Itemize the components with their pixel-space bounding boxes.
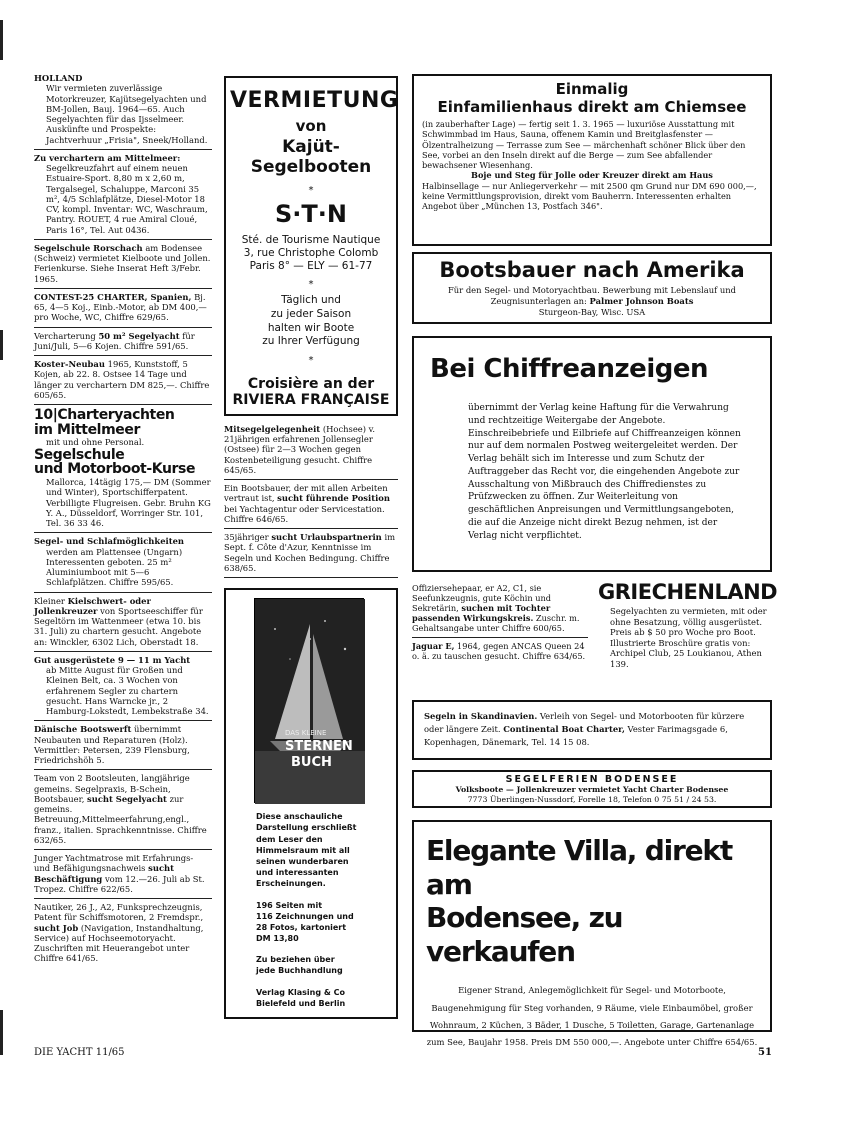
ad-urlaubspartnerin [224,529,398,578]
publisher-name: Verlag Klasing & Co [256,987,345,997]
ad-text: von Sportseeschiffer für Segeltörn im Wattenmeer (etwa 10. bis 31. Juli) zu chartern gesucht. Angebote an: Winckler, 6302 Lich, Oberstadt 18. [34,605,203,647]
book-cover-image [254,598,364,803]
ad-plattensee [34,533,212,592]
ad-text: 1964, gegen ANCAS Queen 24 o. ä. zu tauschen gesucht. Chiffre 634/65. [412,641,586,661]
ad-title: Vercharterung [34,330,96,341]
ad-text: Verleih von Segel- und Motorbooten für kürzere oder längere Zeit. [424,711,745,735]
company-logo-text: S·T·N [275,200,347,228]
ad-text: bei Yachtagentur oder Servicestation. Chiffre 646/65. [224,503,385,524]
ad-headline: Einfamilienhaus direkt am Chiemsee [437,98,747,116]
book-description: Himmelsraum mit all [256,845,350,855]
ad-chiemsee-box [412,74,772,246]
ad-text: zu jeder Saison [270,308,352,321]
ad-headline: Kajüt-Segelbooten [250,137,372,177]
ad-subline: mit und ohne Personal. [46,437,145,448]
ad-text: werden am Plattensee (Ungarn) Interessenten geboten. 25 m² Aluminiumboot mit 5—6 Schlafplätzen. Chiffre 595/65. [46,546,183,588]
book-description: und interessanten [256,868,339,878]
ad-bold: Segeln in Skandinavien. [424,711,538,721]
ad-text: (Navigation, Instandhaltung, Service) auf Hochseemotoryacht. Zuschriften mit Heuerangebot unter Chiffre 641/65. [34,922,204,964]
classifieds-column-left [34,70,212,968]
ad-headline: und Motorboot-Kurse [34,461,196,478]
ad-text: halten wir Boote [267,321,355,334]
book-details: 116 Zeichnungen und [256,911,354,921]
address-line: Sté. de Tourisme Nautique [241,234,381,246]
book-details: 196 Seiten mit [256,900,323,910]
ad-headline: RIVIERA FRANÇAISE [232,391,390,408]
ad-bold: sucht führende Position [277,493,390,504]
ad-text: im Sept. f. Côte d'Azur, Kenntnisse im Segeln und Kochen Bedingung. Chiffre 638/65. [224,532,396,573]
ad-offizier [412,580,588,665]
ad-charteryachten: 10|Charteryachten im Mittelmeer mit und ohne Personal. Segelschule und Motorboot-Kurse Mallorca, 14tägig 175,— DM (Sommer und Winter), Sportschifferpatent. Verbilligte Flugreisen. Gebr. Bruhn KG Y. A., Düsseldorf, Worringer Str. 101, Tel. 36 33 46. [34,405,212,533]
ad-bold: sucht Urlaubspartnerin [271,532,382,543]
ad-text: Bj. 65, 4—5 Koj., Einb.-Motor, ab DM 400,— pro Woche, WC, Chiffre 629/65. [34,291,207,323]
scan-edge-mark [0,1010,3,1055]
ad-bold: sucht Beschäftigung [34,863,175,884]
book-cover-text: STERNEN [285,739,353,755]
ad-headline: von [295,117,327,135]
ad-text: übernimmt der Verlag keine Haftung für die Verwahrung und rechtzeitige Weitergabe der Angebote. Einschreibebriefe und Eilbriefe auf Chiffreanzeigen können nur auf dem normalen Postweg weitergeleitet werden. Der Verlag behält sich im Interesse und zum Schutz der Auftraggeber das Recht vor, die eingehenden Angebote zur Ausschaltung von Mißbrauch des Chiffredienstes zu Prüfzwecken zu öffnen. Zur Weiterleitung von geschäftlichen Anpreisungen und Vermittlungsangeboten, die auf die Anzeige nicht direkt Bezug nehmen, ist der Verlag nicht verpflichtet. [468,403,741,541]
ad-text: zu Ihrer Verfügung [262,335,360,348]
scan-edge-mark [0,330,3,360]
ad-bootsbauer-sucht [224,480,398,529]
ad-bold: sucht Segelyacht [87,793,167,804]
ad-koster [34,356,212,405]
separator-star: * [308,279,314,291]
separator-star: * [308,185,314,196]
sailboat-illustration [255,599,365,804]
ad-bold: Boje und Steg für Jolle oder Kreuzer direkt am Haus [471,170,713,181]
ad-title: Jaguar E, [412,641,455,651]
ad-headline: Charteryachten [57,407,175,423]
ad-title-prefix: Kleiner [34,595,65,606]
ad-team [34,770,212,850]
ad-sternenbuch-box [224,588,398,1019]
classifieds-column-middle [224,76,398,1019]
page-number: 51 [758,1047,772,1058]
ad-text: Volksboote — Jollenkreuzer vermietet Yacht Charter Bodensee [455,785,729,794]
ad-griechenland [598,580,778,669]
ad-title: Segelschule Rorschach [34,242,143,253]
ad-text: am Bodensee (Schweiz) vermietet Kielboote und Jollen. Ferienkurse. Siehe Inserat Heft 3/Febr. 1965. [34,242,211,284]
ad-text: übernimmt Neubauten und Reparaturen (Holz). Vermittler: Petersen, 239 Flensburg, Friedrichshöh 5. [34,724,190,765]
ad-text: 35jähriger [224,532,269,543]
ad-headline: Bootsbauer nach Amerika [439,258,745,282]
ad-text: für Juni/Juli, 5—6 Kojen. Chiffre 591/65. [34,330,195,351]
publisher-location: Bielefeld und Berlin [256,998,346,1008]
ad-holland [34,70,212,150]
book-description: Diese anschauliche [256,812,343,822]
ad-text: Offiziersehepaar, er A2, C1, sie Seefunkzeugnis, gute Köchin und Sekretärin, [412,583,552,613]
book-availability: Zu beziehen über [256,955,335,965]
ad-text: Team von 2 Bootsleuten, langjährige gemeins. Segelpraxis, B-Schein, Bootsbauer, [34,773,190,804]
separator-star: * [308,354,314,366]
ad-kielschwert [34,593,212,652]
classifieds-column-right [412,74,778,1048]
ad-text: Sturgeon-Bay, Wisc. USA [538,306,646,317]
ad-bodensee-segelferien-box [412,770,772,808]
ad-headline: Bei Chiffreanzeigen [430,354,708,384]
ad-junger [34,850,212,899]
ad-text: Segelkreuzfahrt auf einem neuen Estuaire-Sport. 8,80 m x 2,60 m, Tergalsegel, Schaluppe, Marconi 35 m², 4/5 Schlafplätze, Diesel-Motor 18 CV, kompl. Inventar: WC, Waschraum, Pantry. ROUET, 4 rue Amiral Cloué, Paris 16°, Tel. Aut 0436. [46,163,208,235]
ad-daenische [34,721,212,770]
ad-skandinavien-box [412,700,772,760]
book-description: seinen wunderbaren [256,856,349,866]
ad-amerika-box [412,252,772,324]
ad-rorschach [34,240,212,289]
ad-row-offizier-griechenland [412,580,778,696]
ad-nautiker [34,899,212,968]
ad-mitsegel [224,421,398,480]
ad-title: Koster-Neubau [34,359,105,369]
ad-bold: Continental Boat Charter, [503,724,625,735]
ad-text: Zuschr. m. Gehaltsangabe unter Chiffre 600/65. [412,613,580,633]
ad-mittelmeer [34,150,212,240]
ad-title: Segel- und Schlafmöglichkeiten [34,536,184,547]
ad-chiffre-notice-box [412,336,772,572]
ad-text: Junger Yachtmatrose mit Erfahrungs- und Befähigungsnachweis [34,853,194,874]
book-description: dem Leser den [256,834,323,844]
magazine-issue-footer: DIE YACHT 11/65 [34,1047,125,1058]
ad-villa-bodensee-box [412,820,772,1048]
ad-title: Dänische Bootswerft [34,724,132,735]
ad-headline: GRIECHENLAND [598,580,778,604]
ad-headline: SEGELFERIEN BODENSEE [505,774,679,785]
ad-text: zur gemeins. Betreuung,Mittelmeerfahrung,engl., franz., italien. Sprachkenntnisse. Chiffre 632/65. [34,793,207,845]
book-description: Darstellung erschließt [256,823,357,833]
ad-text: (in zauberhafter Lage) — fertig seit 1. 3. 1965 — luxuriöse Ausstattung mit Schwimmbad im Haus, Sauna, offenem Kamin und Breitglasfenster — Ölzentralheizung — Terrasse zum See — märchenhaft schöner Blick über den See, vorbei an den Inseln direkt auf die Berge — zum See abfallender bewachsener Wiesenhang. [422,119,746,170]
ad-headline: im Mittelmeer [34,421,140,438]
ad-title: HOLLAND [34,73,83,83]
ad-bold: 50 m² Segelyacht [98,330,180,341]
ad-title: Gut ausgerüstete 9 — 11 m Yacht [34,654,191,665]
ad-title: Mitsegelgelegenheit [224,423,321,434]
ad-title: Zu verchartern am Mittelmeer: [34,152,181,163]
ad-text: Wir vermieten zuverlässige Motorkreuzer, Kajütsegelyachten und BM-Jollen, Bauj. 1964—65. Auch Segelyachten für das Ijsselmeer. Auskünfte und Prospekte: Jachtverhuur „Frisia", Sneek/Holland. [46,83,208,145]
ad-text: Mallorca, 14tägig 175,— DM (Sommer und Winter), Sportschifferpatent. Verbilligte Flugreisen. Gebr. Bruhn KG Y. A., Düsseldorf, Worringer Str. 101, Tel. 36 33 46. [46,477,211,528]
ad-contest [34,289,212,328]
ad-headline: Croisière an der [247,375,375,392]
ad-text: Für den Segel- und Motoryachtbau. Bewerbung mit Lebenslauf und Zeugnisunterlagen an: [447,285,737,306]
ad-bold: Palmer Johnson Boats [589,295,694,306]
book-description: Erscheinungen. [256,879,326,889]
ad-text: Eigener Strand, Anlegemöglichkeit für Segel- und Motorboote, Baugenehmigung für Steg vorhanden, 9 Räume, viele Einbaumöbel, großer Wohnraum, 2 Küchen, 3 Bäder, 1 Dusche, 5 Toiletten, Garage, Gartenanlage zum See, Baujahr 1958. Preis DM 550 000,—. Angebote unter Chiffre 654/65. [426,985,758,1048]
ad-text: Vester Farimagsgade 6, Kopenhagen, Dänemark, Tel. 14 15 08. [424,724,728,748]
ad-segelyacht [34,328,212,357]
book-cover-text: DAS KLEINE [285,729,327,738]
address-line: 3, rue Christophe Colomb [243,247,379,260]
ad-text: Halbinsellage — nur Anliegerverkehr — mit 2500 qm Grund nur DM 690 000,—, keine Vermittlungsprovision, direkt vom Bauherrn. Interessenten erhalten Angebot über „München 13, Postfach 346". [422,180,757,211]
ad-gut [34,652,212,722]
ad-title: Kielschwert- oder Jollenkreuzer [34,595,151,616]
ad-text: Nautiker, 26 J., A2, Funksprechzeugnis, Patent für Schiffsmotoren, 2 Fremdspr., [34,902,204,923]
ad-headline: Bodensee, zu verkaufen [426,901,623,968]
ad-text: 7773 Überlingen-Nussdorf, Forelle 18, Telefon 0 75 51 / 24 53. [467,795,717,805]
ad-bold: sucht Job [34,922,79,933]
ad-headline: Segelschule [34,446,125,463]
ad-text: 1965, Kunststoff, 5 Kojen, ab 22. 8. Ostsee 14 Tage und länger zu verchartern DM 825,—. Chiffre 605/65. [34,359,210,400]
ad-headline: Einmalig [555,80,629,98]
book-details: 28 Fotos, kartoniert [256,922,347,932]
ad-bold: suchen mit Tochter passenden Wirkungskreis. [412,603,551,623]
ad-text: Segelyachten zu vermieten, mit oder ohne Besatzung, völlig ausgerüstet. Preis ab $ 50 pro Woche pro Boot. Illustrierte Broschüre gratis von: Archipel Club, 25 Loukianou, Athen 139. [610,606,767,669]
ad-vermietung-box [224,76,398,416]
book-cover-text: BUCH [291,755,332,771]
ad-number: 10 [34,407,53,423]
ad-text: ab Mitte August für Großen und Kleinen Belt, ca. 3 Wochen von erfahrenem Segler zu chartern gesucht. Hans Warncke jr., 2 Hamburg-Lokstedt, Lembekstraße 34. [46,665,209,716]
book-price: DM 13,80 [256,934,299,944]
ad-text: vom 12.—26. Juli ab St. Tropez. Chiffre 622/65. [34,873,205,894]
scan-edge-mark [0,20,3,60]
ad-headline: VERMIETUNG [230,88,399,113]
address-line: Paris 8° — ELY — 61-77 [249,260,373,273]
ad-jaguar [412,638,588,665]
book-availability: jede Buchhandlung [256,966,343,976]
ad-title: CONTEST-25 CHARTER, Spanien, [34,291,192,302]
ad-text: Ein Bootsbauer, der mit allen Arbeiten vertraut ist, [224,483,388,504]
ad-headline: Elegante Villa, direkt am [426,834,733,901]
ad-text: (Hochsee) v. 21jährigen erfahrenen Jollensegler (Ostsee) für 2—3 Wochen gegen Kostenbeteiligung gesucht. Chiffre 645/65. [224,423,376,475]
ad-text: Täglich und [281,294,341,307]
